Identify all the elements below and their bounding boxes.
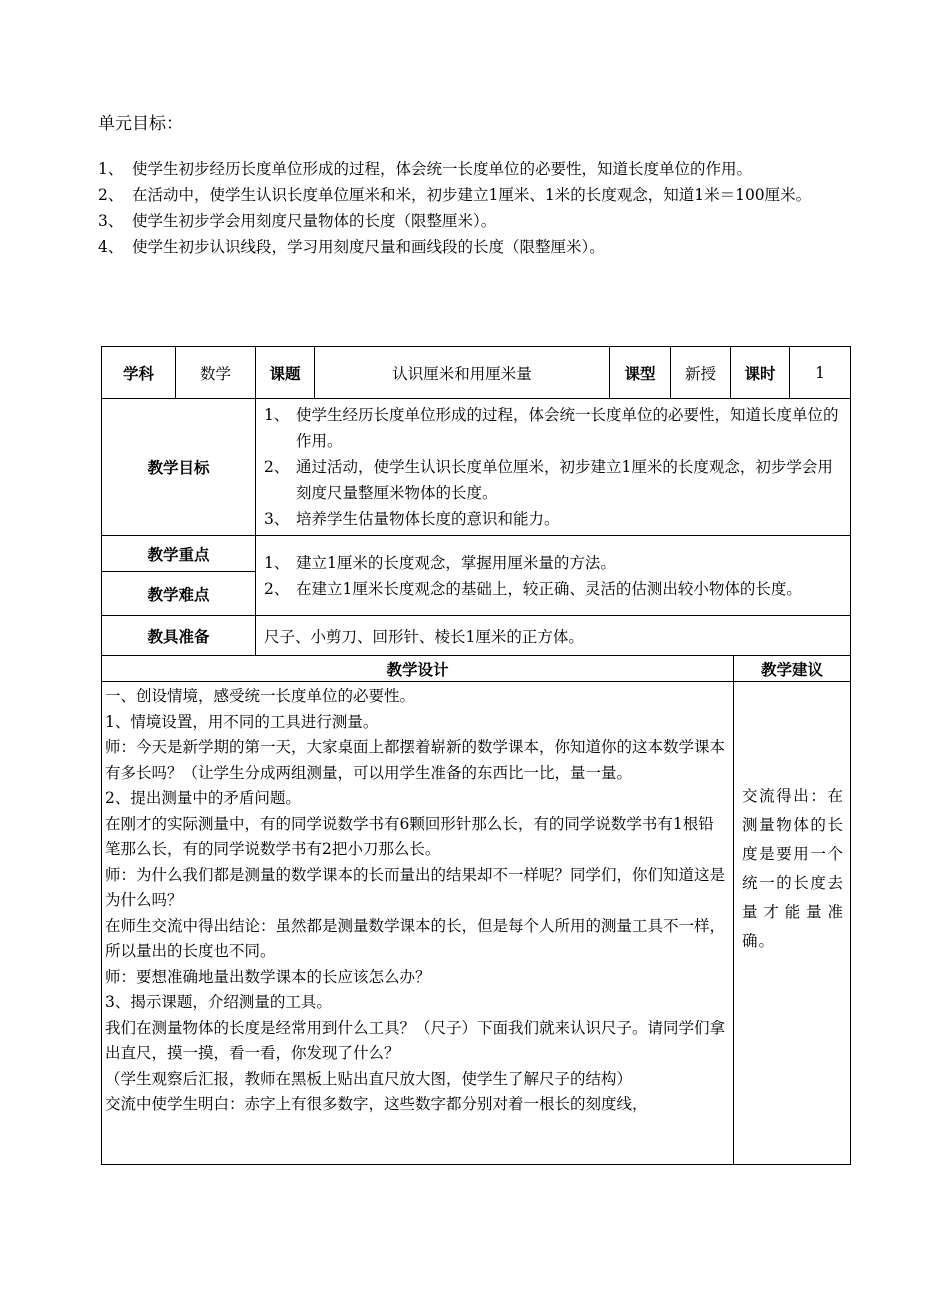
design-paragraph: 交流中使学生明白：赤字上有很多数字，这些数字都分别对着一根长的刻度线， (105, 1095, 648, 1113)
list-item (98, 184, 858, 207)
objectives-cell (256, 399, 851, 536)
design-content (102, 682, 734, 1165)
design-paragraph: 1、情境设置，用不同的工具进行测量。 (105, 712, 379, 731)
list-item (264, 550, 842, 576)
design-paragraph: 在刚才的实际测量中，有的同学说数学书有6颗回形针那么长，有的同学说数学书有1根铅笔那么长，有的同学说数学书有2把小刀那么长。 (105, 814, 714, 858)
item-text: 使学生初步认识线段，学习用刻度尺量和画线段的长度（限整厘米）。 (132, 238, 605, 256)
materials-value: 尺子、小剪刀、回形针、棱长1厘米的正方体。 (256, 616, 851, 656)
item-number: 2、 (98, 186, 124, 204)
advice-header: 教学建议 (734, 656, 851, 682)
table-row (102, 682, 851, 1165)
item-number: 1、 (264, 406, 290, 424)
type-label: 课型 (610, 347, 671, 399)
difficult-point-label: 教学难点 (102, 572, 256, 616)
list-item (264, 506, 842, 532)
teaching-design-table (101, 655, 851, 1165)
list-item (264, 402, 842, 454)
design-paragraph: 3、揭示课题，介绍测量的工具。 (105, 993, 332, 1011)
unit-goals-title: 单元目标： (98, 114, 183, 134)
key-difficult-list (256, 548, 850, 604)
list-item (98, 158, 858, 181)
item-text: 通过活动，使学生认识长度单位厘米，初步建立1厘米的长度观念，初步学会用刻度尺量整厘米物体的长度。 (296, 458, 833, 502)
item-number: 2、 (264, 458, 290, 476)
item-number: 3、 (264, 510, 290, 528)
item-number: 4、 (98, 238, 124, 256)
design-paragraph: 师：为什么我们都是测量的数学课本的长而量出的结果却不一样呢？同学们，你们知道这是为什么吗？ (105, 865, 726, 909)
objectives-label: 教学目标 (102, 399, 256, 536)
advice-content: 交流得出：在测量物体的长度是要用一个统一的长度去量才能量准确。 (734, 682, 851, 1165)
unit-goals-list (98, 158, 858, 262)
table-row (102, 616, 851, 656)
hours-value: 1 (790, 347, 851, 399)
item-text: 培养学生估量物体长度的意识和能力。 (296, 510, 560, 528)
hours-label: 课时 (731, 347, 790, 399)
topic-value: 认识厘米和用厘米量 (315, 347, 610, 399)
design-paragraph: 师：要想准确地量出数学课本的长应该怎么办？ (105, 967, 431, 986)
item-number: 2、 (264, 579, 290, 598)
design-paragraph: 我们在测量物体的长度是经常用到什么工具？（尺子）下面我们就来认识尺子。请同学们拿出直尺，摸一摸，看一看，你发现了什么？ (105, 1018, 726, 1062)
design-paragraph: 一、创设情境，感受统一长度单位的必要性。 (105, 687, 416, 705)
lesson-info-table (101, 346, 851, 656)
list-item (98, 210, 858, 233)
item-number: 1、 (98, 160, 124, 178)
list-item (264, 454, 842, 506)
subject-value: 数学 (176, 347, 256, 399)
item-text: 在活动中，使学生认识长度单位厘米和米，初步建立1厘米、1米的长度观念，知道1米＝100厘米。 (132, 186, 812, 204)
item-text: 使学生初步学会用刻度尺量物体的长度（限整厘米）。 (132, 212, 497, 230)
item-text: 在建立1厘米长度观念的基础上，较正确、灵活的估测出较小物体的长度。 (296, 579, 802, 598)
type-value: 新授 (671, 347, 731, 399)
design-header: 教学设计 (102, 656, 734, 682)
table-row (102, 399, 851, 536)
design-paragraph: （学生观察后汇报，教师在黑板上贴出直尺放大图，使学生了解尺子的结构） (105, 1069, 633, 1088)
item-text: 建立1厘米的长度观念，掌握用厘米量的方法。 (296, 553, 616, 572)
design-paragraph: 在师生交流中得出结论：虽然都是测量数学课本的长，但是每个人所用的测量工具不一样，所以量出的长度也不同。 (105, 916, 726, 960)
list-item (264, 576, 842, 602)
design-paragraph: 2、提出测量中的矛盾问题。 (105, 789, 301, 807)
subject-label: 学科 (102, 347, 176, 399)
design-paragraph: 师：今天是新学期的第一天，大家桌面上都摆着崭新的数学课本，你知道你的这本数学课本有多长吗？（让学生分成两组测量，可以用学生准备的东西比一比，量一量。 (105, 738, 726, 782)
materials-label: 教具准备 (102, 616, 256, 656)
item-text: 使学生经历长度单位形成的过程，体会统一长度单位的必要性，知道长度单位的作用。 (296, 406, 839, 450)
table-row (102, 656, 851, 682)
table-row (102, 347, 851, 399)
key-difficult-cell (256, 536, 851, 616)
item-number: 1、 (264, 553, 290, 572)
list-item (98, 236, 858, 259)
table-row (102, 536, 851, 572)
item-number: 3、 (98, 212, 124, 230)
objectives-list (256, 400, 850, 534)
item-text: 使学生初步经历长度单位形成的过程，体会统一长度单位的必要性，知道长度单位的作用。 (132, 160, 753, 178)
key-point-label: 教学重点 (102, 536, 256, 572)
topic-label: 课题 (256, 347, 315, 399)
